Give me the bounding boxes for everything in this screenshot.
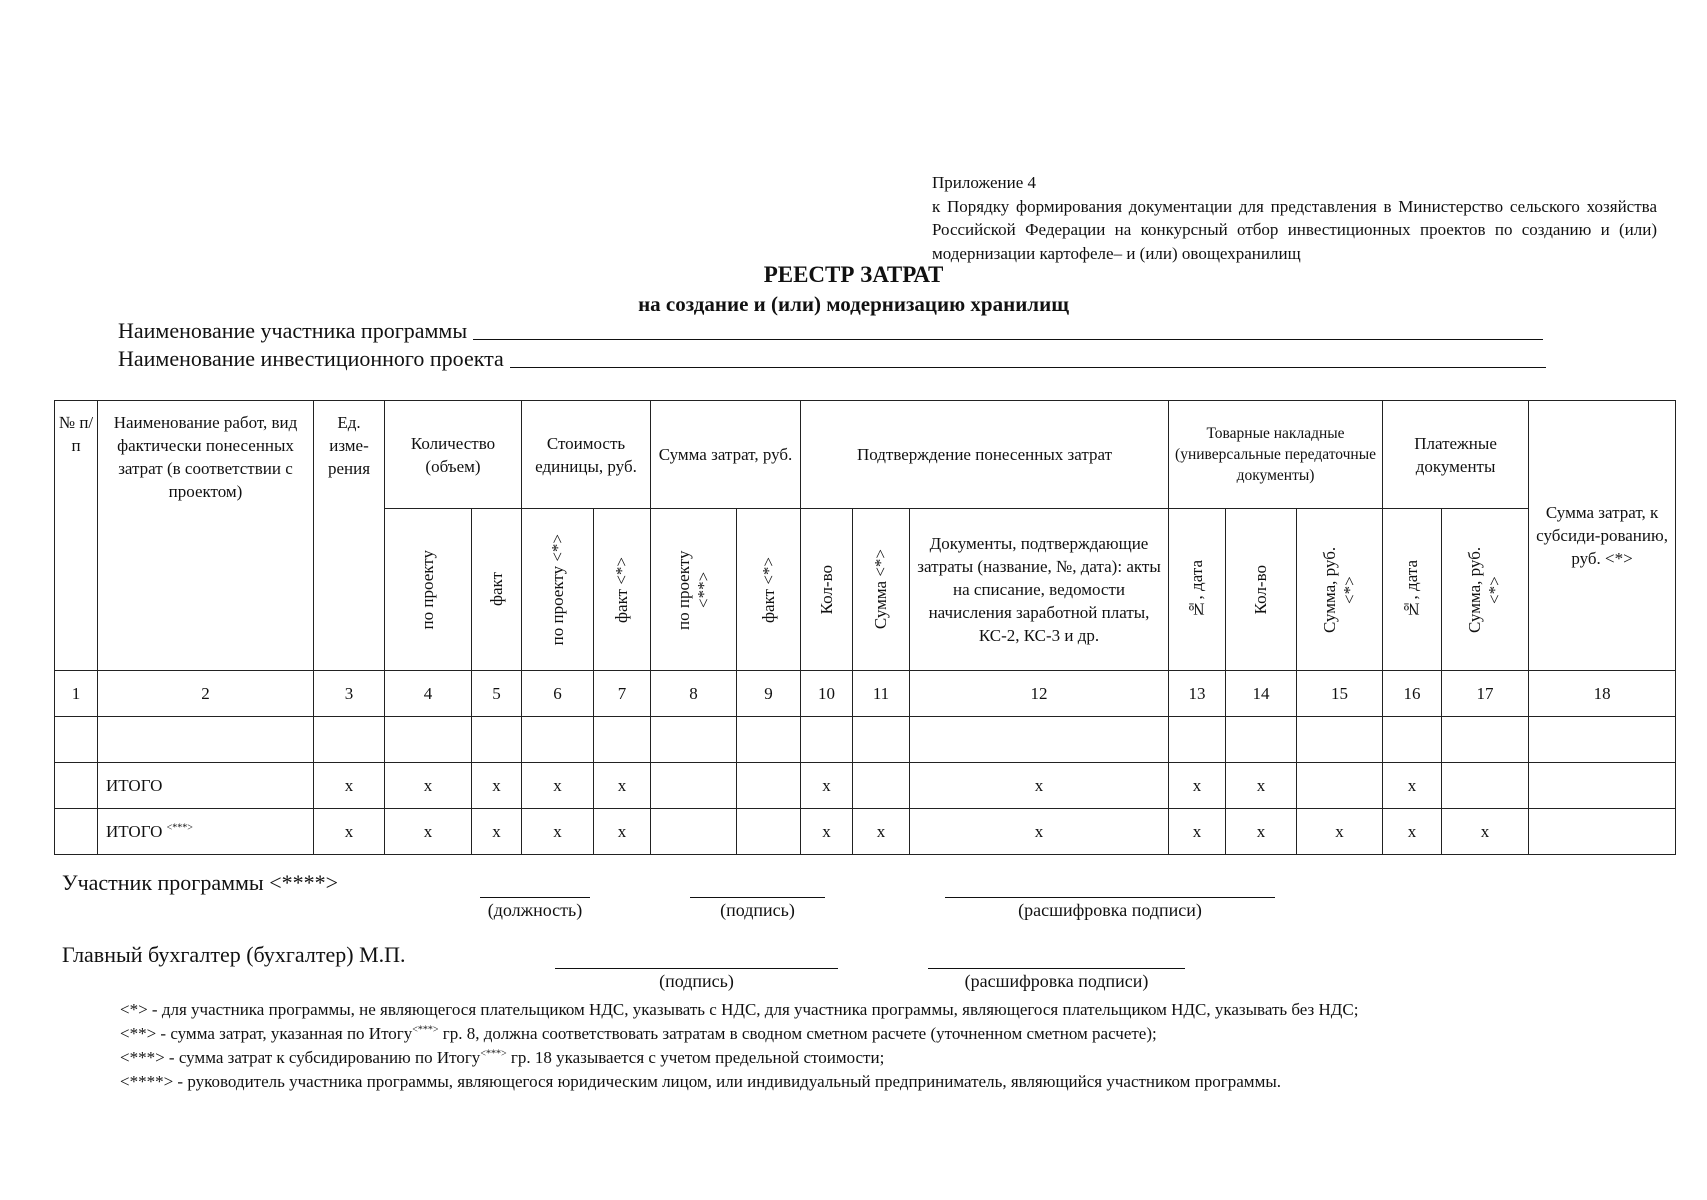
table-cell: x (1297, 809, 1383, 855)
col-number: 13 (1169, 671, 1226, 717)
table-cell[interactable] (1529, 809, 1676, 855)
table-cell[interactable] (1297, 717, 1383, 763)
table-cell (55, 809, 98, 855)
table-cell: x (385, 809, 472, 855)
total-row (55, 763, 1676, 809)
accountant-signature-line[interactable] (555, 968, 838, 969)
sub-payment-sum: Сумма, руб. <*> (1442, 509, 1529, 671)
footnote-4: <****> - руководитель участника программы, являющегося юридическим лицом, или индивидуальный предприниматель, являющийся участником программы. (120, 1072, 1281, 1091)
sub-qty-fact: факт (472, 509, 522, 671)
table-cell: x (853, 809, 910, 855)
table-cell (55, 763, 98, 809)
col-number: 15 (1297, 671, 1383, 717)
table-cell: x (314, 809, 385, 855)
sub-confirm-count: Кол-во (801, 509, 853, 671)
participant-name-field (118, 318, 1543, 344)
table-row-empty (55, 717, 1676, 763)
table-cell[interactable] (910, 717, 1169, 763)
table-cell: x (472, 809, 522, 855)
table-cell[interactable] (472, 717, 522, 763)
table-cell: x (801, 809, 853, 855)
table-cell[interactable] (651, 717, 737, 763)
appendix-block (932, 171, 1657, 265)
accountant-decode-line[interactable] (928, 968, 1185, 969)
total-limited-label: ИТОГО <***> (98, 809, 314, 855)
sub-sum-plan: по проекту <**> (651, 509, 737, 671)
header-quantity: Количество (объем) (385, 401, 522, 509)
table-cell[interactable] (651, 809, 737, 855)
footnotes (120, 998, 1680, 1094)
sub-confirm-documents: Документы, подтверждающие затраты (название, №, дата): акты на списание, ведомости начисления заработной платы, КС-2, КС-3 и др. (910, 509, 1169, 671)
table-cell[interactable] (801, 717, 853, 763)
table-cell: x (801, 763, 853, 809)
table-cell: x (1226, 809, 1297, 855)
project-name-field (118, 346, 1546, 372)
table-cell[interactable] (1442, 717, 1529, 763)
col-number: 1 (55, 671, 98, 717)
table-cell[interactable] (55, 717, 98, 763)
table-cell[interactable] (314, 717, 385, 763)
table-cell: x (1442, 809, 1529, 855)
col-number: 10 (801, 671, 853, 717)
footnote-2: <**> - сумма затрат, указанная по Итогу<***> гр. 8, должна соответствовать затратам в сводном сметном расчете (уточненном сметном расчете); (120, 1024, 1157, 1043)
table-cell[interactable] (853, 763, 910, 809)
col-number: 14 (1226, 671, 1297, 717)
col-number: 4 (385, 671, 472, 717)
accountant-decode-caption: (расшифровка подписи) (964, 971, 1149, 991)
sub-sum-fact: факт <*> (737, 509, 801, 671)
table-cell: x (594, 763, 651, 809)
column-numbers-row (55, 671, 1676, 717)
table-cell: x (1226, 763, 1297, 809)
table-cell[interactable] (737, 763, 801, 809)
col-number: 18 (1529, 671, 1676, 717)
signature-caption: (подпись) (720, 900, 795, 920)
table-cell[interactable] (1529, 717, 1676, 763)
table-cell[interactable] (594, 717, 651, 763)
table-cell[interactable] (1383, 717, 1442, 763)
signature-decode-caption: (расшифровка подписи) (1018, 900, 1202, 920)
sub-invoice-num-date: №, дата (1169, 509, 1226, 671)
table-cell: x (1383, 763, 1442, 809)
document-title: РЕЕСТР ЗАТРАТ (763, 262, 944, 287)
table-cell: x (385, 763, 472, 809)
accountant-signature-label: Главный бухгалтер (бухгалтер) М.П. (62, 942, 406, 967)
table-cell: x (522, 809, 594, 855)
table-cell: x (910, 763, 1169, 809)
table-cell[interactable] (522, 717, 594, 763)
table-cell[interactable] (737, 717, 801, 763)
table-cell: x (522, 763, 594, 809)
footnote-3: <***> - сумма затрат к субсидированию по Итогу<***> гр. 18 указывается с учетом предельной стоимости; (120, 1048, 885, 1067)
table-cell[interactable] (853, 717, 910, 763)
table-cell: x (314, 763, 385, 809)
col-number: 8 (651, 671, 737, 717)
table-cell[interactable] (1529, 763, 1676, 809)
accountant-signature-caption: (подпись) (659, 971, 734, 991)
header-sum: Сумма затрат, руб. (651, 401, 801, 509)
document-subtitle: на создание и (или) модернизацию хранилищ (638, 292, 1069, 316)
header-invoices: Товарные накладные (универсальные передаточные документы) (1169, 401, 1383, 509)
col-number: 7 (594, 671, 651, 717)
header-confirmation: Подтверждение понесенных затрат (801, 401, 1169, 509)
table-cell: x (1169, 809, 1226, 855)
table-cell: x (594, 809, 651, 855)
table-cell: x (1383, 809, 1442, 855)
sub-qty-plan: по проекту (385, 509, 472, 671)
col-number: 17 (1442, 671, 1529, 717)
table-cell[interactable] (1297, 763, 1383, 809)
sub-invoice-count: Кол-во (1226, 509, 1297, 671)
sub-invoice-sum: Сумма, руб. <*> (1297, 509, 1383, 671)
footnote-1: <*> - для участника программы, не являющегося плательщиком НДС, указывать с НДС, для участника программы, являющегося плательщиком НДС, указывать без НДС; (120, 1000, 1359, 1019)
signature-decode-line[interactable] (945, 897, 1275, 898)
participant-signature-label: Участник программы <****> (62, 870, 339, 895)
col-number: 6 (522, 671, 594, 717)
header-unit-cost: Стоимость единицы, руб. (522, 401, 651, 509)
total-limited-row (55, 809, 1676, 855)
position-caption: (должность) (487, 900, 583, 920)
table-cell: x (1169, 763, 1226, 809)
project-name-line[interactable] (510, 367, 1546, 368)
project-name-label: Наименование инвестиционного проекта (118, 346, 504, 371)
appendix-text: к Порядку формирования документации для представления в Министерство сельского хозяйства Российской Федерации на конкурсный отбор инвестиционных проектов по созданию и (или) модернизации картофеле– и (или) овощехранилищ (932, 196, 1657, 263)
col-number: 5 (472, 671, 522, 717)
cost-registry-table (54, 400, 1676, 855)
col-number: 2 (98, 671, 314, 717)
total-label: ИТОГО (98, 763, 314, 809)
participant-name-line[interactable] (473, 339, 1543, 340)
appendix-title: Приложение 4 (932, 173, 1036, 192)
participant-name-label: Наименование участника программы (118, 318, 468, 343)
table-cell[interactable] (1169, 717, 1226, 763)
col-number: 16 (1383, 671, 1442, 717)
position-line[interactable] (480, 897, 590, 898)
sub-payment-num-date: №, дата (1383, 509, 1442, 671)
sub-unitcost-plan: по проекту <*> (522, 509, 594, 671)
table-cell[interactable] (737, 809, 801, 855)
table-cell: x (910, 809, 1169, 855)
sub-unitcost-fact: факт <*> (594, 509, 651, 671)
header-num: № п/п (55, 401, 98, 671)
sub-confirm-sum: Сумма <*> (853, 509, 910, 671)
col-number: 9 (737, 671, 801, 717)
table-cell[interactable] (1442, 763, 1529, 809)
table-cell[interactable] (651, 763, 737, 809)
header-unit: Ед. изме-рения (314, 401, 385, 671)
header-work-name: Наименование работ, вид фактически понесенных затрат (в соответствии с проектом) (98, 401, 314, 671)
header-payments: Платежные документы (1383, 401, 1529, 509)
table-cell[interactable] (98, 717, 314, 763)
signature-line[interactable] (690, 897, 825, 898)
col-number: 3 (314, 671, 385, 717)
table-cell[interactable] (1226, 717, 1297, 763)
table-cell[interactable] (385, 717, 472, 763)
col-number: 12 (910, 671, 1169, 717)
header-subsidy-sum: Сумма затрат, к субсиди-рованию, руб. <*> (1529, 401, 1676, 671)
col-number: 11 (853, 671, 910, 717)
table-cell: x (472, 763, 522, 809)
